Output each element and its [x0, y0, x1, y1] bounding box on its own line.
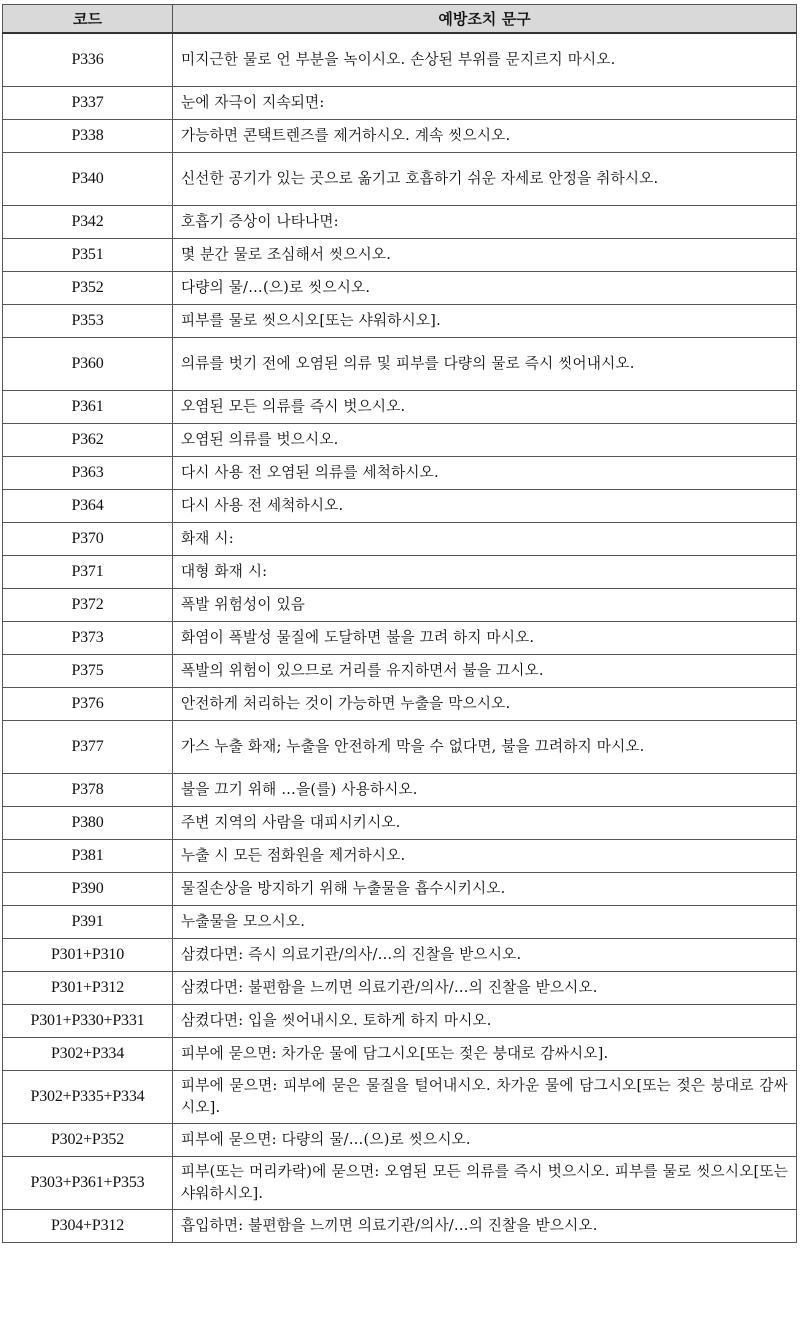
table-row [3, 721, 797, 774]
code-cell: P302+P334 [3, 1038, 173, 1071]
phrase-cell: 호흡기 증상이 나타나면: [173, 206, 797, 239]
phrase-column-header: 예방조치 문구 [173, 5, 797, 34]
table-row [3, 272, 797, 305]
table-row [3, 153, 797, 206]
phrase-cell: 오염된 의류를 벗으시오. [173, 424, 797, 457]
code-cell: P380 [3, 807, 173, 840]
code-cell: P360 [3, 338, 173, 391]
phrase-cell: 폭발의 위험이 있으므로 거리를 유지하면서 불을 끄시오. [173, 655, 797, 688]
code-cell: P303+P361+P353 [3, 1157, 173, 1210]
table-row [3, 688, 797, 721]
phrase-cell: 대형 화재 시: [173, 556, 797, 589]
code-cell: P370 [3, 523, 173, 556]
table-row [3, 556, 797, 589]
phrase-cell: 누출물을 모으시오. [173, 906, 797, 939]
table-row [3, 206, 797, 239]
phrase-cell: 몇 분간 물로 조심해서 씻으시오. [173, 239, 797, 272]
code-cell: P302+P335+P334 [3, 1071, 173, 1124]
phrase-cell: 피부를 물로 씻으시오[또는 샤워하시오]. [173, 305, 797, 338]
code-cell: P391 [3, 906, 173, 939]
table-row [3, 589, 797, 622]
table-row [3, 972, 797, 1005]
phrase-cell: 화염이 폭발성 물질에 도달하면 불을 끄려 하지 마시오. [173, 622, 797, 655]
code-cell: P376 [3, 688, 173, 721]
table-row [3, 807, 797, 840]
code-cell: P302+P352 [3, 1124, 173, 1157]
code-cell: P301+P312 [3, 972, 173, 1005]
code-cell: P353 [3, 305, 173, 338]
code-cell: P352 [3, 272, 173, 305]
table-row [3, 1210, 797, 1243]
precaution-table [2, 4, 797, 1243]
code-cell: P372 [3, 589, 173, 622]
table-row [3, 1157, 797, 1210]
code-cell: P381 [3, 840, 173, 873]
code-cell: P351 [3, 239, 173, 272]
table-row [3, 873, 797, 906]
table-row [3, 1005, 797, 1038]
code-cell: P342 [3, 206, 173, 239]
code-column-header: 코드 [3, 5, 173, 34]
phrase-cell: 삼켰다면: 불편함을 느끼면 의료기관/의사/…의 진찰을 받으시오. [173, 972, 797, 1005]
table-row [3, 424, 797, 457]
phrase-cell: 주변 지역의 사람을 대피시키시오. [173, 807, 797, 840]
code-cell: P364 [3, 490, 173, 523]
table-row [3, 1038, 797, 1071]
table-body [3, 33, 797, 1243]
table-row [3, 120, 797, 153]
phrase-cell: 피부에 묻으면: 피부에 묻은 물질을 털어내시오. 차가운 물에 담그시오[또는 젖은 붕대로 감싸시오]. [173, 1071, 797, 1124]
phrase-cell: 안전하게 처리하는 것이 가능하면 누출을 막으시오. [173, 688, 797, 721]
table-row [3, 774, 797, 807]
table-row [3, 239, 797, 272]
code-cell: P304+P312 [3, 1210, 173, 1243]
code-cell: P371 [3, 556, 173, 589]
table-row [3, 655, 797, 688]
table-row [3, 523, 797, 556]
phrase-cell: 화재 시: [173, 523, 797, 556]
table-header-row [3, 5, 797, 34]
code-cell: P340 [3, 153, 173, 206]
table-row [3, 87, 797, 120]
code-cell: P338 [3, 120, 173, 153]
table-row [3, 338, 797, 391]
phrase-cell: 가능하면 콘택트렌즈를 제거하시오. 계속 씻으시오. [173, 120, 797, 153]
table-row [3, 490, 797, 523]
phrase-cell: 다량의 물/…(으)로 씻으시오. [173, 272, 797, 305]
phrase-cell: 다시 사용 전 세척하시오. [173, 490, 797, 523]
phrase-cell: 누출 시 모든 점화원을 제거하시오. [173, 840, 797, 873]
phrase-cell: 피부에 묻으면: 다량의 물/…(으)로 씻으시오. [173, 1124, 797, 1157]
phrase-cell: 피부(또는 머리카락)에 묻으면: 오염된 모든 의류를 즉시 벗으시오. 피부를 물로 씻으시오[또는 샤워하시오]. [173, 1157, 797, 1210]
code-cell: P362 [3, 424, 173, 457]
phrase-cell: 폭발 위험성이 있음 [173, 589, 797, 622]
table-row [3, 906, 797, 939]
table-row [3, 840, 797, 873]
phrase-cell: 다시 사용 전 오염된 의류를 세척하시오. [173, 457, 797, 490]
code-cell: P337 [3, 87, 173, 120]
phrase-cell: 흡입하면: 불편함을 느끼면 의료기관/의사/…의 진찰을 받으시오. [173, 1210, 797, 1243]
table-row [3, 939, 797, 972]
phrase-cell: 오염된 모든 의류를 즉시 벗으시오. [173, 391, 797, 424]
phrase-cell: 눈에 자극이 지속되면: [173, 87, 797, 120]
phrase-cell: 불을 끄기 위해 …을(를) 사용하시오. [173, 774, 797, 807]
table-row [3, 622, 797, 655]
phrase-cell: 삼켰다면: 입을 씻어내시오. 토하게 하지 마시오. [173, 1005, 797, 1038]
phrase-cell: 피부에 묻으면: 차가운 물에 담그시오[또는 젖은 붕대로 감싸시오]. [173, 1038, 797, 1071]
code-cell: P390 [3, 873, 173, 906]
phrase-cell: 가스 누출 화재; 누출을 안전하게 막을 수 없다면, 불을 끄려하지 마시오. [173, 721, 797, 774]
phrase-cell: 미지근한 물로 언 부분을 녹이시오. 손상된 부위를 문지르지 마시오. [173, 33, 797, 87]
table-row [3, 33, 797, 87]
table-row [3, 1124, 797, 1157]
code-cell: P378 [3, 774, 173, 807]
phrase-cell: 의류를 벗기 전에 오염된 의류 및 피부를 다량의 물로 즉시 씻어내시오. [173, 338, 797, 391]
code-cell: P336 [3, 33, 173, 87]
table-row [3, 305, 797, 338]
code-cell: P373 [3, 622, 173, 655]
code-cell: P301+P330+P331 [3, 1005, 173, 1038]
code-cell: P375 [3, 655, 173, 688]
table-row [3, 391, 797, 424]
table-row [3, 1071, 797, 1124]
phrase-cell: 물질손상을 방지하기 위해 누출물을 흡수시키시오. [173, 873, 797, 906]
code-cell: P363 [3, 457, 173, 490]
phrase-cell: 삼켰다면: 즉시 의료기관/의사/…의 진찰을 받으시오. [173, 939, 797, 972]
table-row [3, 457, 797, 490]
code-cell: P361 [3, 391, 173, 424]
code-cell: P301+P310 [3, 939, 173, 972]
phrase-cell: 신선한 공기가 있는 곳으로 옮기고 호흡하기 쉬운 자세로 안정을 취하시오. [173, 153, 797, 206]
code-cell: P377 [3, 721, 173, 774]
